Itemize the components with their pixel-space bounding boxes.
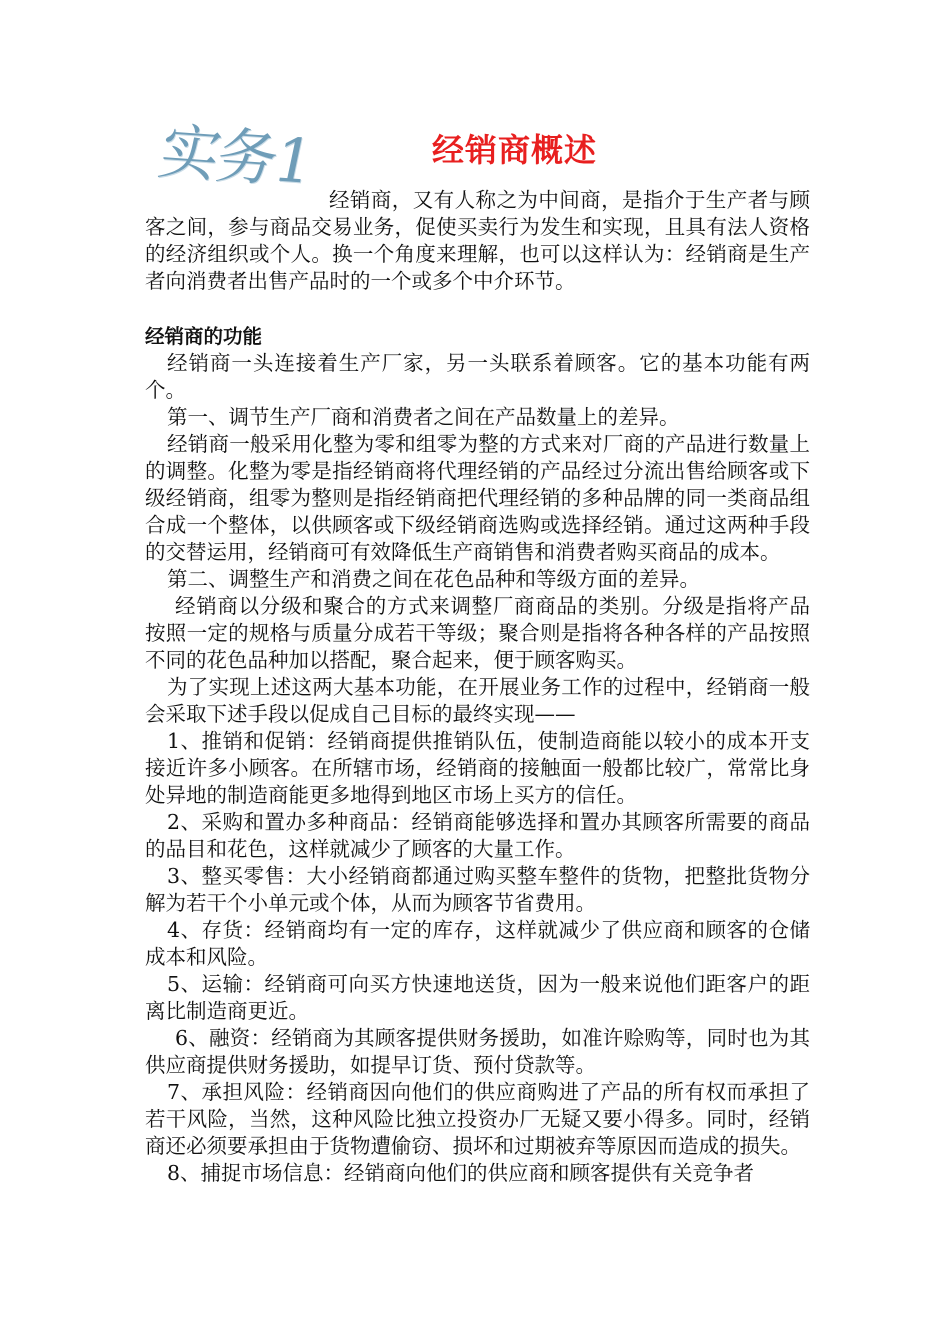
- list-item: 4、存货：经销商均有一定的库存，这样就减少了供应商和顾客的仓储成本和风险。: [145, 918, 810, 969]
- list-item: 6、融资：经销商为其顾客提供财务援助，如准许赊购等，同时也为其供应商提供财务援助，如提早订货、预付贷款等。: [145, 1026, 810, 1077]
- paragraph: 经销商以分级和聚合的方式来调整厂商商品的类别。分级是指将产品按照一定的规格与质量分成若干等级；聚合则是指将各种各样的产品按照不同的花色品种加以搭配，聚合起来，便于顾客购买。: [145, 594, 810, 672]
- list-item: 2、采购和置办多种商品：经销商能够选择和置办其顾客所需要的商品的品目和花色，这样就减少了顾客的大量工作。: [145, 810, 810, 861]
- list-item: 8、捕捉市场信息：经销商向他们的供应商和顾客提供有关竞争者: [167, 1161, 755, 1185]
- paragraph: 经销商一般采用化整为零和组零为整的方式来对厂商的产品进行数量上的调整。化整为零是指经销商将代理经销的产品经过分流出售给顾客或下级经销商，组零为整则是指经销商把代理经销的多种品牌的同一类商品组合成一个整体，以供顾客或下级经销商选购或选择经销。通过这两种手段的交替运用，经销商可有效降低生产商销售和消费者购买商品的成本。: [145, 432, 810, 564]
- section-heading: 经销商的功能: [145, 325, 263, 348]
- paragraph: 第二、调整生产和消费之间在花色品种和等级方面的差异。: [167, 567, 700, 591]
- practice-logo: 实务1: [153, 117, 319, 198]
- page-title: 经销商概述: [432, 131, 598, 169]
- intro-paragraph: 经销商，又有人称之为中间商，是指介于生产者与顾客之间，参与商品交易业务，促使买卖行为发生和实现，且具有法人资格的经济组织或个人。换一个角度来理解，也可以这样认为：经销商是生产者向消费者出售产品时的一个或多个中介环节。: [145, 188, 810, 293]
- document-body: [145, 187, 810, 1187]
- paragraph: 第一、调节生产厂商和消费者之间在产品数量上的差异。: [167, 405, 680, 429]
- paragraph: 为了实现上述这两大基本功能，在开展业务工作的过程中，经销商一般会采取下述手段以促成自己目标的最终实现——: [145, 675, 810, 726]
- paragraph: 经销商一头连接着生产厂家，另一头联系着顾客。它的基本功能有两个。: [145, 351, 810, 402]
- list-item: 3、整买零售：大小经销商都通过购买整车整件的货物，把整批货物分解为若干个小单元或个体，从而为顾客节省费用。: [145, 864, 810, 915]
- list-item: 5、运输：经销商可向买方快速地送货，因为一般来说他们距客户的距离比制造商更近。: [145, 972, 810, 1023]
- list-item: 7、承担风险：经销商因向他们的供应商购进了产品的所有权而承担了若干风险，当然，这种风险比独立投资办厂无疑又要小得多。同时，经销商还必须要承担由于货物遭偷窃、损坏和过期被弃等原因而造成的损失。: [145, 1080, 810, 1158]
- list-item: 1、推销和促销：经销商提供推销队伍，使制造商能以较小的成本开支接近许多小顾客。在所辖市场，经销商的接触面一般都比较广，常常比身处异地的制造商能更多地得到地区市场上买方的信任。: [145, 729, 810, 807]
